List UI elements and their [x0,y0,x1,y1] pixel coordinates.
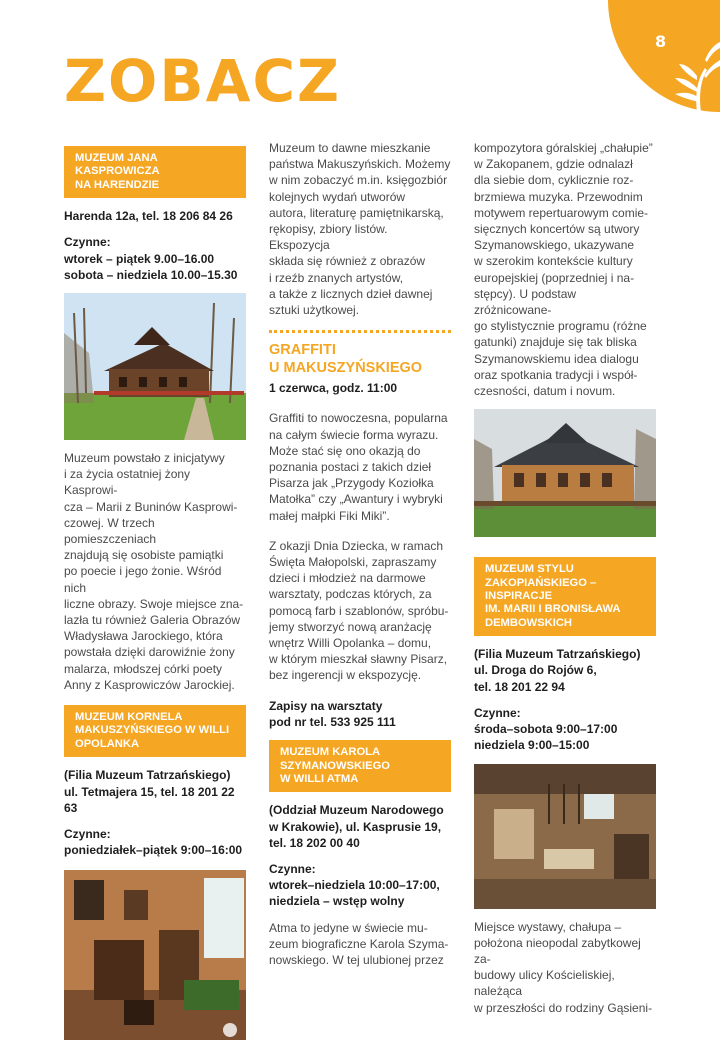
photo-harenda-villa [64,293,246,440]
hours-label: Czynne: [269,861,316,876]
graffiti-signup-phone: pod nr tel. 533 925 111 [269,714,396,729]
hours-line: wtorek – piątek 9.00–16.00 [64,251,215,266]
column-2 [269,140,451,968]
photo-opolanka-interior [64,870,246,1040]
makuszynski-museum-description: Muzeum to dawne mieszkanie państwa Makuszyńskich. Możemy w nim zobaczyć m.in. księgozbiór kolejnych wydań utworów autora, literaturę pamiętnikarską, rękopisy, zbiory listów. Ekspozycja składa się również z obrazów i rzeźb znanych artystów, a także z licznych dzieł dawnej sztuki użytkowej. [269,141,451,318]
graffiti-paragraph-2: Z okazji Dnia Dziecka, w ramach Święta Małopolski, zapraszamy dzieci i młodzież na darmowe warsztaty, podczas których, za pomocą farb i szablonów, spróbu- jemy stworzyć nową aranżację wnętrz Willi Opolanka – domu, w którym mieszkał sławny Pisarz, bez ingerencji w ekspozycję. [269,538,449,683]
museum-zakopane-style-info: tel. 18 201 22 94 [474,679,565,694]
graffiti-signup: Zapisy na warsztaty [269,698,383,713]
museum-zakopane-style-info: (Filia Muzeum Tatrzańskiego) [474,647,641,662]
hours-label: Czynne: [474,705,521,720]
hours-line: wtorek–niedziela 10:00–17:00, [269,878,440,893]
graffiti-paragraph-1: Graffiti to nowoczesna, popularna na całym świecie forma wyrazu. Może stać się ono okazją do poznania postaci z takich dzieł Pisarza jak „Przygody Koziołka Matołka” czy „Awantury i wybryki małej małpki Fiki Miki”. [269,411,448,523]
hours-line: poniedziałek–piątek 9:00–16:00 [64,843,243,858]
hours-line: sobota – niedziela 10.00–15.30 [64,267,238,282]
museum-kasprowicz-header: MUZEUM JANA KASPROWICZA NA HARENDZIE [64,146,246,198]
atma-description-continued: kompozytora góralskiej „chałupie” w Zakopanem, gdzie odnalazł dla siebie dom, cyklicznie roz- brzmiewa muzyka. Przewodnim motywem repertuarowym comie- sięcznych koncertów są utwory Szymanowskiego, ukazywane w szerokim kontekście kultury europejskiej (poprzedniej i na- stępcy). U podstaw zróżnicowane- go stylistycznie programu (różne gatunki) znajduje się tak bliska Szymanowskiemu idea dialogu oraz spotkania tradycji i współ- czesności, datum i novum. [474,141,653,399]
corner-decoration [605,0,720,115]
museum-szymanowski-info: tel. 18 202 00 40 [269,835,360,850]
hours-label: Czynne: [64,235,111,250]
museum-zakopane-style-description: Miejsce wystawy, chałupa – położona nieopodal zabytkowej za- budowy ulicy Kościeliskiej, należąca w przeszłości do rodziny Gąsieni- [474,919,653,1015]
museum-zakopane-style-header: MUZEUM STYLU ZAKOPIAŃSKIEGO – INSPIRACJE IM. MARII I BRONISŁAWA DEMBOWSKICH [474,557,656,636]
hours-line: środa–sobota 9:00–17:00 [474,722,618,737]
dotted-divider [269,330,451,333]
museum-makuszynski-info: ul. Tetmajera 15, tel. 18 201 22 63 [64,784,235,815]
museum-szymanowski-description: Atma to jedyne w świecie mu- zeum biograficzne Karola Szyma- nowskiego. W tej ulubionej przez [269,920,449,967]
hours-line: niedziela 9:00–15:00 [474,738,590,753]
museum-kasprowicz-description: Muzeum powstało z inicjatywy i za życia ostatniej żony Kasprowi- cza – Marii z Buninów Kasprowi- czowej. W trzech pomieszczeniach znajdują się osobiste pamiątki po poecie i jego żonie. Wśród nich liczne obrazy. Swoje miejsce zna- lazła tu również Galeria Obrazów Władysława Jarockiego, która powstała dzięki darowiźnie żony malarza, młodszej córki poety Anny z Kasprowiczów Jarockiej. [64,451,244,692]
page-title: ZOBACZ [64,47,342,115]
photo-zakopane-style-interior [474,764,656,909]
page-number: 8 [655,32,667,51]
museum-makuszynski-info: (Filia Muzeum Tatrzańskiego) [64,768,231,783]
column-1 [64,140,246,1040]
museum-zakopane-style-info: ul. Droga do Rojów 6, [474,663,597,678]
museum-makuszynski-header: MUZEUM KORNELA MAKUSZYŃSKIEGO W WILLI OPOLANKA [64,705,246,757]
graffiti-date: 1 czerwca, godz. 11:00 [269,381,398,396]
museum-szymanowski-info: (Oddział Muzeum Narodowego [269,803,444,818]
hours-line: niedziela – wstęp wolny [269,894,405,909]
museum-kasprowicz-address: Harenda 12a, tel. 18 206 84 26 [64,209,233,224]
graffiti-title: GRAFFITI U MAKUSZYŃSKIEGO [269,342,423,377]
hours-label: Czynne: [64,826,111,841]
photo-atma-villa [474,409,656,537]
column-3 [474,140,656,1016]
museum-szymanowski-info: w Krakowie), ul. Kasprusie 19, [269,819,442,834]
museum-szymanowski-header: MUZEUM KAROLA SZYMANOWSKIEGO W WILLI ATMA [269,740,451,792]
